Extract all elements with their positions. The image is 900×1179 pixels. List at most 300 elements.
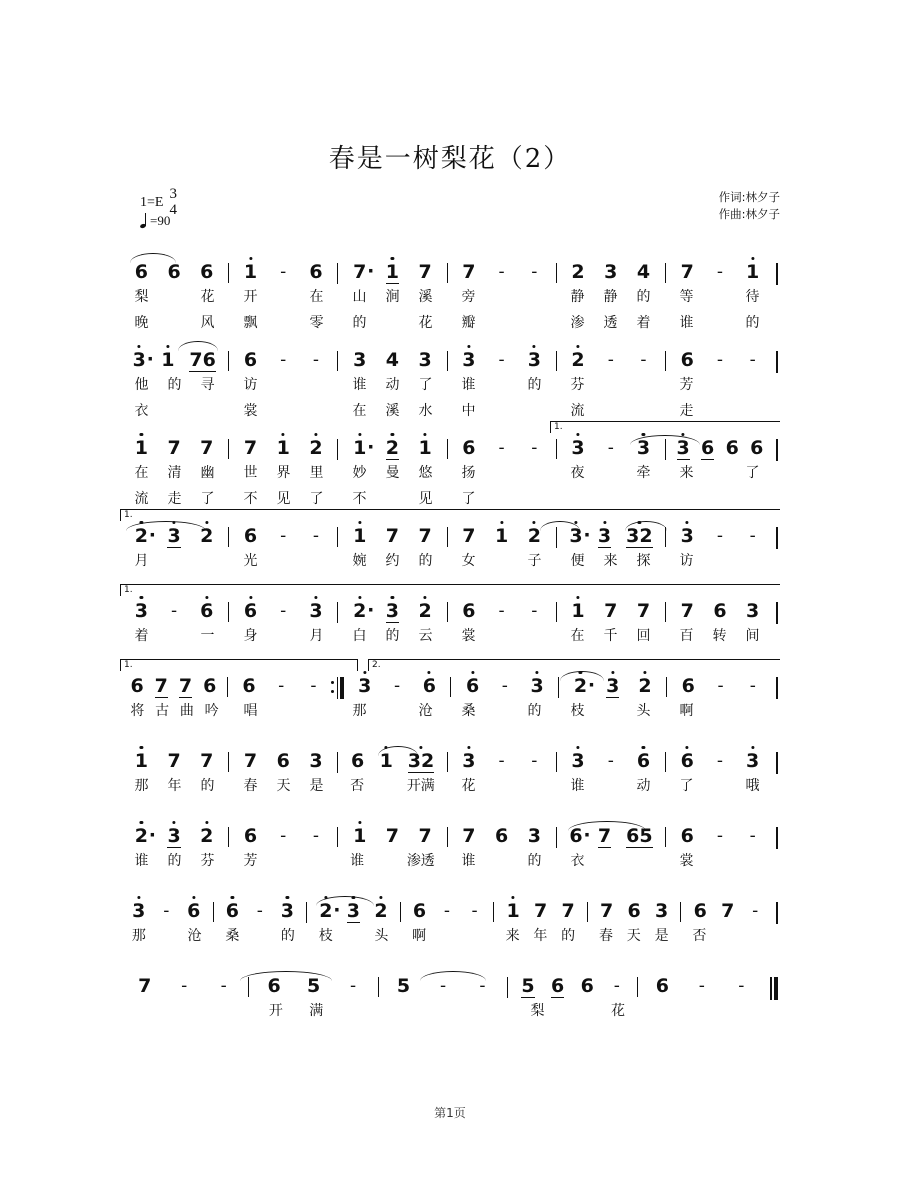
note-column — [681, 677, 695, 697]
lyric-syllable: 那 — [134, 778, 149, 794]
sustain-dash: - — [716, 826, 723, 846]
note-column — [440, 902, 454, 921]
lyric-syllable: 身 — [243, 628, 258, 644]
music-system — [120, 249, 780, 337]
lyric-measure — [120, 553, 229, 569]
sustain-dash: - — [716, 526, 723, 546]
measure — [228, 827, 337, 847]
note-column — [134, 527, 148, 547]
volta-label: 1. — [554, 422, 563, 432]
lyric-syllable — [528, 628, 542, 644]
sustain-dash: - — [607, 350, 614, 370]
note-7: 7 — [533, 900, 548, 922]
lyric-syllable — [713, 853, 727, 869]
lyric-syllable — [168, 403, 182, 419]
sustain-dash: - — [749, 526, 756, 546]
lyric-measure — [229, 377, 338, 393]
lyric-syllable — [746, 703, 760, 719]
lyric-syllable: 便 — [570, 553, 585, 569]
note-6: 6 — [243, 825, 258, 847]
note-2: 2 · — [135, 827, 148, 846]
lyric-syllable — [468, 928, 482, 944]
note-column — [680, 752, 694, 772]
lyric-syllable: 的 — [200, 778, 215, 794]
note-4: 4 — [385, 349, 400, 371]
note-column — [353, 263, 367, 283]
lyric-syllable — [495, 465, 509, 481]
note-3: 3 — [353, 349, 367, 371]
lyric-measure — [494, 928, 587, 944]
note-5: 5 — [521, 975, 535, 997]
measure — [665, 351, 774, 371]
lyric-syllable — [495, 628, 509, 644]
note-6: 6 — [713, 600, 727, 622]
note-column — [179, 677, 193, 698]
note-6: 6 — [242, 675, 256, 697]
lyric-syllable — [713, 465, 727, 481]
note-2: 2 · — [135, 527, 148, 546]
lyric-syllable: 涧 — [385, 289, 400, 305]
note-column — [713, 351, 727, 370]
note-7: 7 — [597, 825, 612, 847]
note-column — [462, 439, 476, 459]
note-column — [534, 902, 548, 922]
lyric-measure — [665, 289, 774, 305]
measure — [558, 677, 666, 698]
lyric-measure — [665, 853, 774, 869]
lyric-syllable — [386, 315, 400, 331]
measure-row — [120, 827, 780, 848]
note-column — [746, 527, 760, 546]
lyric-line — [120, 853, 780, 869]
measure — [120, 977, 248, 997]
score-header — [0, 187, 900, 245]
lyric-syllable — [637, 853, 651, 869]
note-6: 6 — [680, 825, 694, 847]
note-column — [200, 827, 214, 847]
measure — [248, 977, 377, 997]
note-column — [495, 527, 509, 547]
note-column — [655, 977, 669, 997]
lyric-syllable: 不 — [352, 491, 367, 507]
note-column — [385, 439, 399, 460]
sustain-dash: - — [498, 262, 505, 282]
note-6: 6 — [462, 437, 476, 459]
lyric-measure — [229, 465, 338, 481]
note-7: 7 · — [353, 263, 366, 282]
lyric-measure — [447, 703, 556, 719]
note-column — [385, 527, 399, 547]
tempo-marking — [140, 213, 170, 229]
lyric-line — [120, 1003, 780, 1019]
lyric-syllable: 开 — [268, 1003, 283, 1019]
lyric-measure — [447, 853, 556, 869]
sustain-dash: - — [498, 438, 505, 458]
note-column — [468, 902, 482, 921]
note-3: 3 — [530, 675, 544, 697]
lyric-syllable: 牵 — [636, 465, 651, 481]
measure — [665, 752, 774, 772]
note-column — [189, 351, 215, 372]
lyric-measure — [229, 553, 338, 569]
sustain-dash: - — [171, 601, 178, 621]
sustain-dash: - — [471, 901, 478, 921]
note-column — [527, 827, 541, 847]
lyric-syllable — [495, 703, 509, 719]
note-6: 6 — [550, 975, 565, 997]
measure — [556, 752, 665, 772]
note-column — [734, 977, 748, 996]
lyric-syllable — [277, 377, 291, 393]
credits — [719, 189, 780, 222]
note-7: 7 — [418, 825, 432, 847]
lyric-syllable — [604, 853, 618, 869]
note-6: 6 — [655, 975, 669, 997]
lyric-syllable — [713, 703, 727, 719]
measure — [337, 439, 446, 460]
note-6: 6 — [494, 825, 509, 847]
sustain-dash: - — [531, 438, 538, 458]
note-6: 6 — [681, 675, 695, 697]
measure-row — [120, 752, 780, 773]
measure — [450, 677, 558, 697]
measure — [665, 527, 774, 547]
lyric-syllable — [495, 778, 509, 794]
lyric-syllable — [168, 628, 182, 644]
note-column — [521, 977, 535, 998]
lyric-measure — [447, 465, 556, 481]
lyric-syllable: 溪 — [385, 403, 400, 419]
lyric-syllable: 了 — [309, 491, 324, 507]
note-column — [561, 902, 575, 922]
note-4: 4 — [636, 261, 651, 283]
lyric-syllable: 了 — [200, 491, 215, 507]
note-column — [495, 602, 509, 621]
note-column — [422, 677, 436, 697]
note-6: 6 — [351, 750, 365, 772]
lyric-measure — [120, 928, 213, 944]
sustain-dash: - — [716, 262, 723, 282]
lyric-measure — [120, 289, 229, 305]
lyric-syllable: 花 — [418, 315, 433, 331]
lyric-measure — [556, 377, 665, 393]
lyric-syllable — [746, 853, 760, 869]
note-6: 6 — [167, 261, 181, 283]
measure — [447, 827, 556, 847]
note-column — [280, 902, 294, 922]
note-column — [713, 602, 727, 622]
lyric-syllable — [277, 315, 291, 331]
note-column — [713, 827, 727, 846]
lyric-syllable: 芳 — [679, 377, 694, 393]
lyric-measure — [665, 465, 774, 481]
note-column — [580, 977, 594, 997]
note-column — [604, 602, 618, 622]
note-6: 6 — [412, 900, 427, 922]
note-6: 6 — [243, 600, 258, 622]
music-system — [120, 813, 780, 888]
lyric-syllable — [277, 703, 291, 719]
note-7: 7 — [561, 900, 575, 922]
note-6: 6 — [750, 437, 764, 459]
note-3: 3 — [604, 261, 618, 283]
note-1: 1 — [353, 525, 367, 547]
lyric-measure — [120, 703, 229, 719]
note-3: 3 — [571, 437, 585, 459]
measure — [344, 677, 451, 697]
lyric-syllable — [528, 315, 542, 331]
sustain-dash: - — [393, 676, 401, 696]
note-column — [636, 752, 650, 772]
note-column — [200, 752, 214, 772]
note-column — [527, 602, 541, 621]
note-column — [358, 677, 372, 697]
note-3: 3 — [462, 349, 476, 371]
note-column — [159, 902, 173, 921]
measure — [447, 263, 556, 283]
lyric-syllable: 来 — [505, 928, 520, 944]
sustain-dash: - — [749, 676, 756, 696]
note-column — [267, 977, 281, 997]
note-column — [353, 439, 367, 459]
note-3: 3 — [132, 900, 146, 922]
lyric-line — [120, 289, 780, 305]
lyric-syllable — [571, 1003, 585, 1019]
lyric-syllable: 了 — [679, 778, 694, 794]
note-32: 32 — [626, 525, 653, 547]
note-column — [598, 827, 612, 848]
note-column — [746, 827, 760, 846]
note-column — [495, 351, 509, 370]
lyric-syllable: 裳 — [461, 628, 476, 644]
volta-bracket-first — [120, 584, 780, 596]
note-1: 1 — [418, 437, 432, 459]
lyric-syllable: 女 — [461, 553, 476, 569]
lyric-syllable — [440, 928, 454, 944]
lyric-syllable: 的 — [527, 703, 542, 719]
measure — [337, 602, 446, 623]
music-system — [120, 963, 780, 1038]
measure — [665, 263, 774, 283]
lyric-syllable: 啊 — [679, 703, 694, 719]
sustain-dash: - — [717, 676, 724, 696]
note-3: 3 — [309, 600, 323, 622]
note-column — [374, 902, 388, 922]
lyric-syllable: 在 — [570, 628, 585, 644]
lyric-syllable: 花 — [200, 289, 215, 305]
note-5: 5 — [396, 975, 411, 997]
sustain-dash: - — [439, 976, 447, 996]
note-7: 7 — [154, 675, 168, 697]
note-column — [132, 902, 146, 922]
measure — [665, 602, 774, 622]
lyric-measure — [338, 778, 447, 794]
lyric-measure — [229, 628, 338, 644]
lyric-syllable: 的 — [418, 553, 433, 569]
lyric-syllable: 否 — [350, 778, 365, 794]
note-column — [161, 351, 175, 371]
measure — [507, 977, 636, 998]
lyric-syllable: 了 — [418, 377, 433, 393]
lyric-syllable — [720, 928, 734, 944]
lyricist: 作词:林夕子 — [718, 190, 780, 204]
note-column — [408, 752, 434, 773]
lyric-syllable: 飘 — [243, 315, 258, 331]
note-column — [244, 827, 258, 847]
lyric-line — [120, 928, 780, 944]
note-column — [571, 752, 585, 772]
lyric-measure — [120, 853, 229, 869]
note-column — [244, 527, 258, 547]
lyric-syllable: 透 — [603, 315, 618, 331]
note-column — [527, 527, 541, 547]
note-column — [680, 602, 694, 622]
sustain-dash: - — [479, 976, 486, 996]
measure — [228, 602, 337, 622]
lyric-line — [120, 377, 780, 393]
lyric-measure — [229, 289, 338, 305]
lyric-measure — [556, 703, 665, 719]
note-column — [713, 263, 727, 282]
note-5: 5 — [306, 975, 321, 997]
lyric-syllable: 是 — [654, 928, 669, 944]
lyric-measure — [447, 289, 556, 305]
lyric-syllable: 的 — [385, 628, 400, 644]
measure — [556, 827, 665, 848]
composer: 作曲:林夕子 — [718, 206, 780, 221]
note-column — [200, 439, 214, 459]
note-column — [418, 439, 432, 459]
lyric-syllable: 将 — [130, 703, 145, 719]
lyric-syllable: 曲 — [179, 703, 194, 719]
sustain-dash: - — [163, 901, 170, 921]
note-column — [527, 439, 541, 458]
lyric-syllable — [277, 628, 291, 644]
note-3: 3 — [280, 900, 294, 922]
note-3: 3 — [680, 525, 694, 547]
sustain-dash: - — [310, 676, 317, 696]
sustain-dash: - — [498, 601, 505, 621]
sustain-dash: - — [613, 976, 620, 996]
lyric-syllable — [201, 553, 215, 569]
lyric-syllable — [201, 403, 215, 419]
lyric-syllable: 渗 — [570, 315, 585, 331]
lyric-syllable — [746, 377, 760, 393]
note-1: 1 — [161, 349, 175, 371]
lyric-measure — [338, 703, 447, 719]
lyric-syllable: 枝 — [570, 703, 585, 719]
measure — [680, 902, 774, 922]
lyric-measure — [338, 553, 447, 569]
lyric-syllable: 在 — [134, 465, 149, 481]
note-column — [379, 752, 393, 772]
measure — [493, 902, 587, 922]
lyric-syllable: 来 — [679, 465, 694, 481]
note-7: 7 — [167, 750, 181, 772]
measure — [447, 602, 556, 622]
lyric-syllable — [713, 315, 727, 331]
lyric-line — [120, 491, 780, 507]
music-system — [120, 422, 780, 513]
note-column — [244, 439, 258, 459]
sustain-dash: - — [280, 601, 287, 621]
lyric-syllable — [495, 491, 509, 507]
sustain-dash: - — [698, 976, 705, 996]
lyric-syllable: 芬 — [570, 377, 585, 393]
measure — [378, 977, 507, 997]
note-7: 7 — [680, 261, 694, 283]
lyric-syllable: 子 — [527, 553, 542, 569]
note-6: 6 — [422, 675, 436, 697]
note-column — [530, 677, 544, 697]
lyric-syllable — [277, 403, 291, 419]
note-6: 6 — [203, 675, 217, 697]
note-7: 7 — [604, 600, 618, 622]
note-column — [680, 827, 694, 847]
note-column — [551, 977, 565, 998]
lyric-syllable: 的 — [167, 377, 182, 393]
lyric-syllable: 静 — [570, 289, 585, 305]
lyric-measure — [587, 928, 680, 944]
sustain-dash: - — [716, 751, 723, 771]
note-1: 1 — [494, 525, 509, 547]
note-column — [746, 677, 760, 696]
sustain-dash: - — [531, 601, 538, 621]
note-column — [636, 602, 650, 622]
lyric-measure — [120, 315, 229, 331]
sustain-dash: - — [501, 676, 508, 696]
lyric-syllable: 春 — [599, 928, 613, 944]
note-3: 3 — [167, 525, 181, 547]
measure-row — [120, 902, 780, 923]
note-6: 6 — [680, 750, 694, 772]
note-1: 1 — [243, 261, 258, 283]
sustain-dash: - — [256, 901, 263, 921]
lyric-measure — [338, 377, 447, 393]
lyric-syllable: 水 — [418, 403, 433, 419]
note-7: 7 — [178, 675, 193, 697]
lyric-syllable: 月 — [134, 553, 149, 569]
lyric-syllable: 山 — [352, 289, 367, 305]
note-3: 3 — [676, 437, 690, 459]
note-6: 6 — [627, 900, 641, 922]
lyric-syllable — [310, 853, 324, 869]
note-2: 2 — [200, 825, 214, 847]
note-2: 2 — [571, 261, 585, 283]
lyric-measure — [556, 778, 665, 794]
lyric-measure — [229, 703, 338, 719]
lyric-syllable: 花 — [461, 778, 476, 794]
lyric-syllable — [528, 465, 542, 481]
lyric-measure — [665, 403, 774, 419]
measure — [120, 827, 228, 848]
note-column — [134, 602, 148, 622]
note-column — [598, 527, 612, 548]
note-3: 3 — [746, 750, 760, 772]
note-column — [680, 263, 694, 283]
note-6: 6 — [200, 261, 214, 283]
note-3: 3 — [597, 525, 612, 547]
note-column — [276, 351, 290, 370]
lyric-measure — [338, 491, 447, 507]
note-column — [571, 351, 585, 371]
lyric-syllable — [253, 928, 267, 944]
lyric-measure — [556, 315, 665, 331]
note-column — [746, 752, 760, 772]
sustain-dash: - — [350, 976, 357, 996]
lyric-syllable: 那 — [131, 928, 146, 944]
sustain-dash: - — [498, 751, 505, 771]
